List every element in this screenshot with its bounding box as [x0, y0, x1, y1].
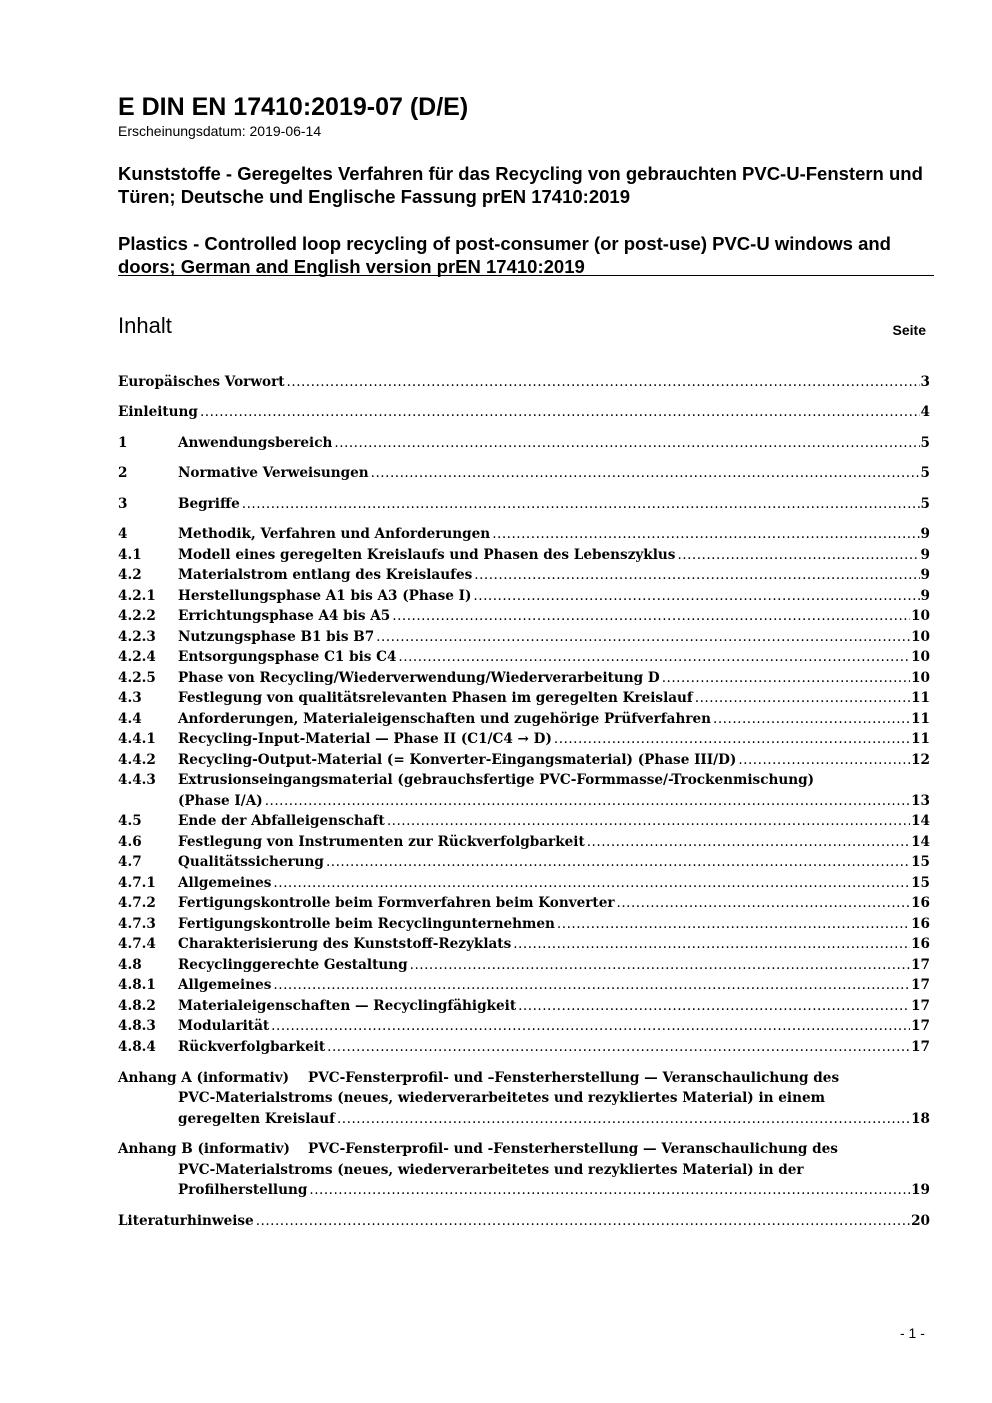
- toc-entry[interactable]: [118, 893, 930, 913]
- toc-entry[interactable]: [118, 975, 930, 995]
- toc-entry-continuation[interactable]: [118, 1109, 930, 1129]
- toc-page: 17: [911, 977, 930, 993]
- toc-entry-annex-b[interactable]: [118, 1139, 930, 1159]
- toc-number: 4.7.2: [118, 895, 156, 911]
- toc-title: Anforderungen, Materialeigenschaften und zugehörige Prüfverfahren: [178, 711, 712, 727]
- toc-title: PVC-Fensterprofil- und –Fensterherstellung — Veranschaulichung des: [308, 1070, 840, 1086]
- toc-title: Materialeigenschaften — Recyclingfähigkeit: [178, 998, 517, 1014]
- toc-entry-annex-a[interactable]: [118, 1068, 930, 1088]
- toc-title-continuation: (Phase I/A): [178, 793, 263, 809]
- toc-entry-continuation[interactable]: [118, 791, 930, 811]
- toc-entry[interactable]: [118, 668, 930, 688]
- toc-page: 9: [920, 547, 930, 563]
- toc-page: 17: [911, 957, 930, 973]
- toc-title: PVC-Fensterprofil- und -Fensterherstellung — Veranschaulichung des: [308, 1141, 838, 1157]
- toc-title: Ende der Abfalleigenschaft: [178, 813, 385, 829]
- toc-title: Fertigungskontrolle beim Recyclingunternehmen: [178, 916, 555, 932]
- toc-number: 4.8.1: [118, 977, 156, 993]
- toc-entry[interactable]: [118, 494, 930, 514]
- toc-title: Normative Verweisungen: [178, 465, 369, 481]
- toc-number: 4.5: [118, 813, 142, 829]
- document-id: E DIN EN 17410:2019-07 (D/E): [118, 93, 469, 121]
- toc-title: Festlegung von Instrumenten zur Rückverfolgbarkeit: [178, 834, 585, 850]
- toc-title: Fertigungskontrolle beim Formverfahren beim Konverter: [178, 895, 615, 911]
- toc-entry[interactable]: [118, 934, 930, 954]
- toc-entry[interactable]: [118, 914, 930, 934]
- toc-entry[interactable]: [118, 873, 930, 893]
- toc-page: 10: [911, 649, 930, 665]
- toc-entry[interactable]: [118, 832, 930, 852]
- toc-page: 10: [911, 608, 930, 624]
- toc-number: 4.2: [118, 567, 142, 583]
- toc-number: 4.4.3: [118, 772, 156, 788]
- toc-page: 9: [920, 567, 930, 583]
- toc-number: 4.2.1: [118, 588, 156, 604]
- toc-page: 11: [911, 690, 930, 706]
- toc-page: 15: [911, 854, 930, 870]
- toc-title: Europäisches Vorwort: [118, 374, 285, 390]
- title-english: Plastics - Controlled loop recycling of post-consumer (or post-use) PVC-U windows and doors; German and English version prEN 17410:2019: [118, 233, 891, 277]
- toc-entry[interactable]: [118, 1016, 930, 1036]
- toc-title-continuation: geregelten Kreislauf: [178, 1111, 335, 1127]
- toc-number: 4.4: [118, 711, 142, 727]
- toc-entry[interactable]: [118, 402, 930, 422]
- document-header: [118, 92, 934, 278]
- toc-title: Errichtungsphase A4 bis A5: [178, 608, 391, 624]
- toc-page: 17: [911, 1018, 930, 1034]
- toc-title: Qualitätssicherung: [178, 854, 324, 870]
- toc-entry[interactable]: [118, 750, 930, 770]
- toc-entry[interactable]: [118, 545, 930, 565]
- toc-entry-continuation[interactable]: [118, 1160, 930, 1180]
- toc-number: 4.4.1: [118, 731, 156, 747]
- toc-page: 16: [911, 895, 930, 911]
- publication-date: Erscheinungsdatum: 2019-06-14: [118, 123, 322, 139]
- toc-title-continuation: PVC-Materialstroms (neues, wiederverarbeitetes und rezykliertes Material) in der: [178, 1162, 804, 1178]
- toc-page: 4: [920, 404, 930, 420]
- toc-title: Modularität: [178, 1018, 270, 1034]
- toc-entry[interactable]: [118, 586, 930, 606]
- toc-entry[interactable]: [118, 524, 930, 544]
- toc-title: Einleitung: [118, 404, 198, 420]
- toc-title: Phase von Recycling/Wiederverwendung/Wiederverarbeitung D: [178, 670, 660, 686]
- toc-page: 5: [920, 435, 930, 451]
- toc-title: Nutzungsphase B1 bis B7: [178, 629, 375, 645]
- contents-title: Inhalt: [118, 313, 172, 338]
- toc-entry-continuation[interactable]: [118, 1088, 930, 1108]
- toc-page: 19: [911, 1182, 930, 1198]
- toc-entry[interactable]: [118, 852, 930, 872]
- toc-title: Rückverfolgbarkeit: [178, 1039, 326, 1055]
- toc-page: 5: [920, 465, 930, 481]
- toc-page: 12: [911, 752, 930, 768]
- toc-title: Begriffe: [178, 496, 240, 512]
- toc-page: 9: [920, 588, 930, 604]
- toc-number: 4.7.4: [118, 936, 156, 952]
- toc-page: 17: [911, 998, 930, 1014]
- toc-title: Materialstrom entlang des Kreislaufes: [178, 567, 473, 583]
- toc-annex-label: Anhang B (informativ): [118, 1141, 290, 1157]
- toc-number: 4.7.3: [118, 916, 156, 932]
- toc-number: 4.1: [118, 547, 142, 563]
- toc-entry[interactable]: [118, 811, 930, 831]
- toc-entry[interactable]: [118, 627, 930, 647]
- toc-entry[interactable]: [118, 463, 930, 483]
- toc-number: 4.8.4: [118, 1039, 156, 1055]
- toc-page: 13: [911, 793, 930, 809]
- toc-title: Festlegung von qualitätsrelevanten Phasen im geregelten Kreislauf: [178, 690, 693, 706]
- toc-number: 1: [118, 435, 128, 451]
- toc-page: 15: [911, 875, 930, 891]
- toc-title: Anwendungsbereich: [178, 435, 333, 451]
- toc-entry[interactable]: [118, 770, 930, 790]
- toc-number: 4.4.2: [118, 752, 156, 768]
- toc-entry[interactable]: [118, 433, 930, 453]
- toc-title: Methodik, Verfahren und Anforderungen: [178, 526, 491, 542]
- toc-number: 4.2.5: [118, 670, 156, 686]
- toc-entry[interactable]: [118, 1037, 930, 1057]
- toc-entry-continuation[interactable]: [118, 1180, 930, 1200]
- toc-page: 16: [911, 916, 930, 932]
- toc-page: 14: [911, 813, 930, 829]
- toc-page: 3: [920, 374, 930, 390]
- header-divider: [118, 275, 934, 276]
- toc-number: 4.2.3: [118, 629, 156, 645]
- page-number: - 1 -: [900, 1325, 925, 1341]
- toc-entry[interactable]: [118, 688, 930, 708]
- toc-number: 2: [118, 465, 128, 481]
- toc-entry[interactable]: [118, 565, 930, 585]
- toc-entry[interactable]: [118, 955, 930, 975]
- toc-title-continuation: PVC-Materialstroms (neues, wiederverarbeitetes und rezykliertes Material) in einem: [178, 1090, 825, 1106]
- toc-page: 11: [911, 711, 930, 727]
- toc-number: 4.8.2: [118, 998, 156, 1014]
- toc-page: 18: [911, 1111, 930, 1127]
- toc-entry[interactable]: [118, 606, 930, 626]
- toc-title: Herstellungsphase A1 bis A3 (Phase I): [178, 588, 472, 604]
- toc-page: 20: [911, 1213, 930, 1229]
- toc-title: Entsorgungsphase C1 bis C4: [178, 649, 397, 665]
- toc-number: 4.2.2: [118, 608, 156, 624]
- toc-entry[interactable]: [118, 1211, 930, 1231]
- toc-page: 5: [920, 496, 930, 512]
- toc-title: Extrusionseingangsmaterial (gebrauchsfertige PVC-Formmasse/-Trockenmischung): [178, 772, 815, 788]
- toc-title-continuation: Profilherstellung: [178, 1182, 308, 1198]
- toc-number: 4.7.1: [118, 875, 156, 891]
- toc-title: Recycling-Input-Material — Phase II (C1/C4 → D): [178, 731, 552, 747]
- toc-number: 4.8.3: [118, 1018, 156, 1034]
- toc-entry[interactable]: [118, 709, 930, 729]
- toc-title: Literaturhinweise: [118, 1213, 254, 1229]
- toc-annex-label: Anhang A (informativ): [118, 1070, 290, 1086]
- toc-page: 10: [911, 670, 930, 686]
- toc-page: 14: [911, 834, 930, 850]
- toc-number: 4.8: [118, 957, 142, 973]
- page-column-label: Seite: [892, 322, 926, 338]
- toc-title: Charakterisierung des Kunststoff-Rezyklats: [178, 936, 512, 952]
- toc-title: Modell eines geregelten Kreislaufs und Phasen des Lebenszyklus: [178, 547, 676, 563]
- toc-title: Recyclinggerechte Gestaltung: [178, 957, 408, 973]
- toc-title: Recycling-Output-Material (= Konverter-Eingangsmaterial) (Phase III/D): [178, 752, 737, 768]
- title-german: Kunststoffe - Geregeltes Verfahren für das Recycling von gebrauchten PVC-U-Fenstern und Türen; Deutsche und Englische Fassung prEN 17410:2019: [118, 163, 923, 207]
- toc-number: 3: [118, 496, 128, 512]
- toc-page: 9: [920, 526, 930, 542]
- toc-entry[interactable]: [118, 729, 930, 749]
- toc-number: 4.7: [118, 854, 142, 870]
- toc-number: 4.2.4: [118, 649, 156, 665]
- toc-entry[interactable]: [118, 996, 930, 1016]
- toc-page: 10: [911, 629, 930, 645]
- toc-entry[interactable]: [118, 372, 930, 392]
- toc-entry[interactable]: [118, 647, 930, 667]
- toc-page: 17: [911, 1039, 930, 1055]
- toc-number: 4.6: [118, 834, 142, 850]
- toc-page: 11: [911, 731, 930, 747]
- toc-title: Allgemeines: [178, 875, 272, 891]
- toc-title: Allgemeines: [178, 977, 272, 993]
- toc-page: 16: [911, 936, 930, 952]
- toc-number: 4: [118, 526, 128, 542]
- toc-number: 4.3: [118, 690, 142, 706]
